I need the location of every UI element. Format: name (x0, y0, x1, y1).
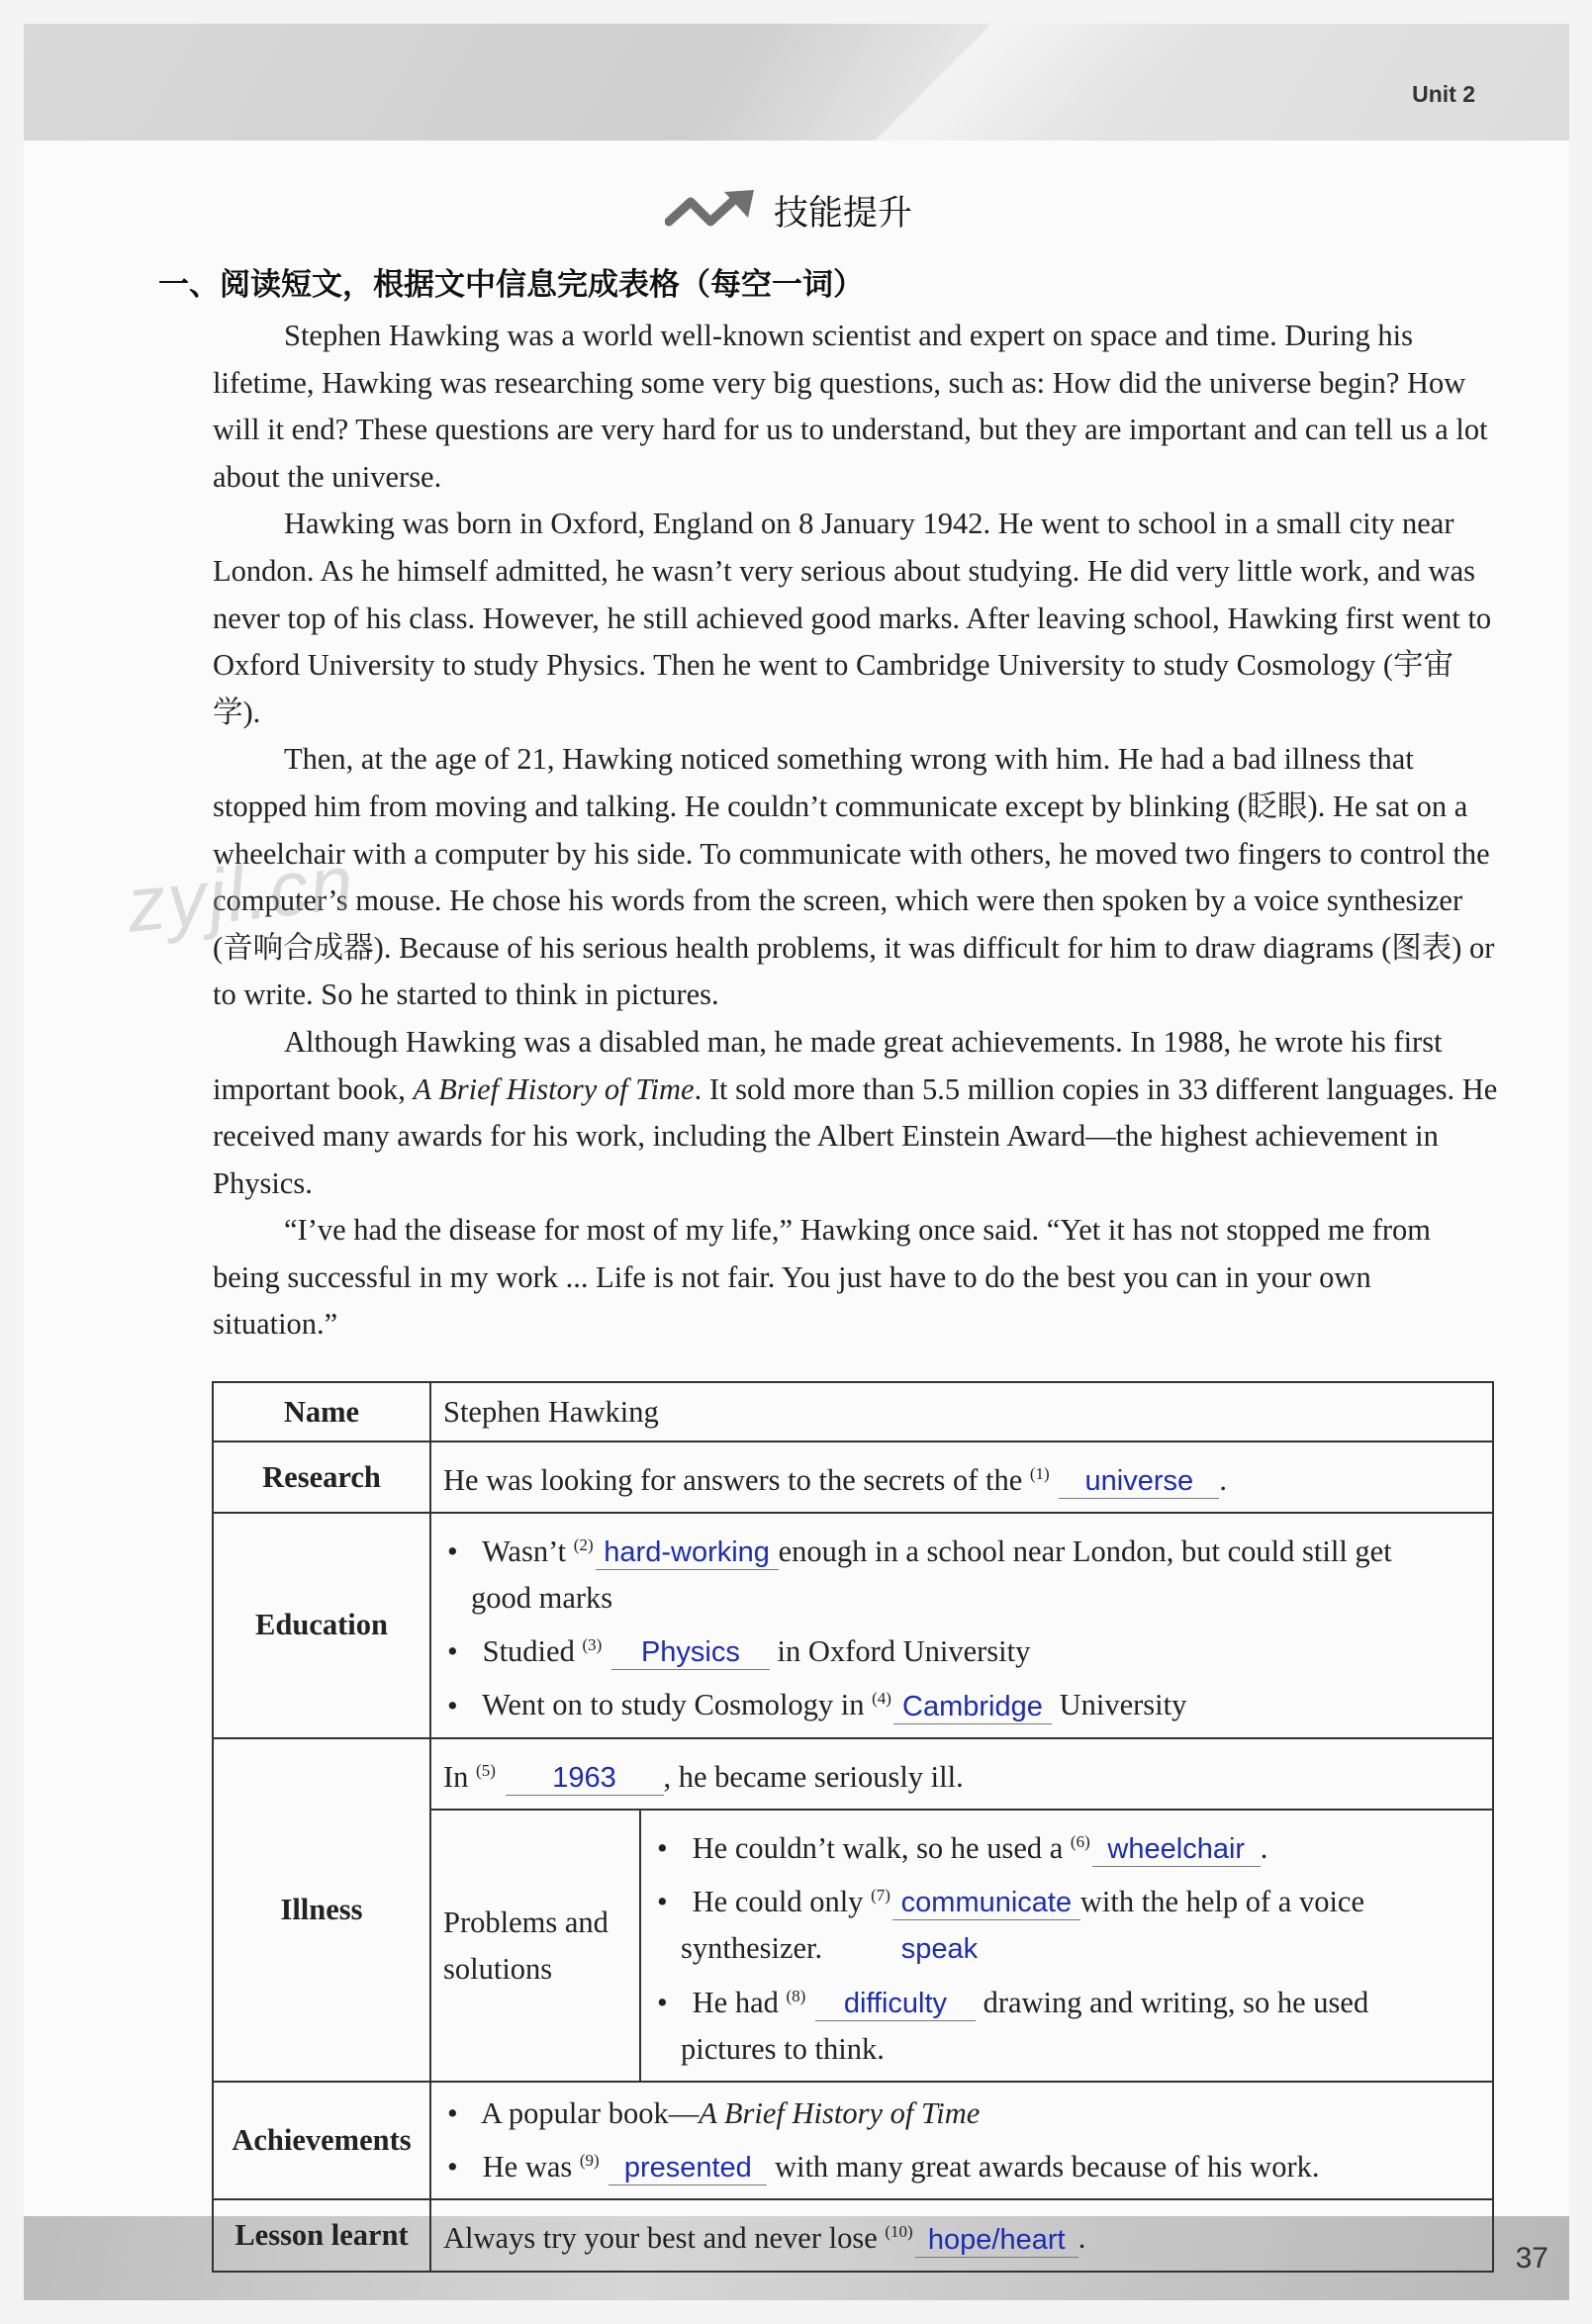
name-value: Stephen Hawking (430, 1382, 1493, 1441)
trend-arrow-icon (665, 188, 760, 233)
reading-passage (213, 313, 1499, 1348)
answer-blank-1[interactable]: universe (1059, 1464, 1219, 1499)
table-row-achievements (213, 2082, 1493, 2199)
list-item: • Went on to study Cosmology in $^{(4)}$ Cambridge University (443, 1675, 1480, 1728)
header-band (24, 24, 1569, 140)
answer-alt-7: speak (900, 1933, 979, 1966)
list-item: • He was $^{(9)}$ presented with many great awards because of his work. (443, 2137, 1480, 2190)
table-row-name (213, 1382, 1493, 1441)
table-row-research: Research He was looking for answers to the secrets of the $^{(1)}$ universe . (213, 1441, 1493, 1513)
row-label: Illness (213, 1738, 430, 2083)
list-item: • Studied $^{(3)}$ Physics in Oxford University (443, 1622, 1480, 1675)
answer-blank-6[interactable]: wheelchair (1092, 1832, 1261, 1867)
row-label: Name (213, 1382, 430, 1441)
list-item: • He couldn’t walk, so he used a $^{(6)}$ wheelchair . (653, 1818, 1480, 1872)
answer-blank-3[interactable]: Physics (611, 1635, 770, 1670)
passage-paragraph: “I’ve had the disease for most of my life,” Hawking once said. “Yet it has not stopped me from being successful in my work ... Life is not fair. You just have to do the best you can in your own situation.” (213, 1213, 1431, 1342)
watermark: zyjl.cn (122, 838, 359, 949)
problems-solutions-label: Problems and solutions (431, 1810, 640, 2081)
list-item: • Wasn’t $^{(2)}$ hard-working enough in a school near London, but could still get (443, 1522, 1480, 1575)
section-title (665, 184, 912, 237)
answer-blank-9[interactable]: presented (609, 2151, 767, 2185)
exercise-heading: 一、阅读短文，根据文中信息完成表格（每空一词） (158, 267, 864, 303)
book-title: A Brief History of Time (413, 1071, 695, 1106)
table-row-illness: Illness In $^{(5)}$ 1963 , he became seriously ill. Problems and solutions • He couldn’t walk, so he used a $^{(6)}$ wheelchair . • He could only $^{(7)}$ communicate with the help of a voice synthesizer. speak • He had $^{(8)}$ difficulty drawing and writing, so he used pictures to think. (213, 1738, 1493, 2083)
answer-blank-2[interactable]: hard-working (596, 1535, 779, 1570)
table-row-lesson: Lesson learnt Always try your best and never lose $^{(10)}$ hope/heart . (213, 2199, 1493, 2271)
unit-label: Unit 2 (1412, 81, 1475, 107)
answer-blank-7[interactable]: communicate (892, 1886, 1080, 1920)
passage-paragraph-book: Although Hawking was a disabled man, he made great achievements. In 1988, he wrote his first important book, A Brief History of Time. It sold more than 5.5 million copies in 33 different languages. He received many awards for his work, including the Albert Einstein Award—the highest achievement in Physics. (213, 1024, 1498, 1200)
page-number: 37 (1515, 2242, 1548, 2275)
row-label: Research (213, 1441, 430, 1513)
row-label: Achievements (213, 2082, 430, 2199)
row-label: Lesson learnt (213, 2199, 430, 2271)
answer-blank-10[interactable]: hope/heart (915, 2223, 1078, 2258)
section-title-text: 技能提升 (774, 194, 913, 233)
answer-blank-8[interactable]: difficulty (815, 1987, 976, 2021)
table-row-education: Education • Wasn’t $^{(2)}$ hard-working enough in a school near London, but could still get good marks • Studied $^{(3)}$ Physics in Oxford University • Went on to study Cosmology in $^{(4)}$ Cambridge University (213, 1513, 1493, 1737)
passage-paragraph: Then, at the age of 21, Hawking noticed something wrong with him. He had a bad illness that stopped him from moving and talking. He couldn’t communicate except by blinking (眨眼). He sat on a wheelchair with a computer by his side. To communicate with others, he moved two fingers to control the computer’s mouse. He chose his words from the screen, which were then spoken by a voice synthesizer (音响合成器). Because of his serious health problems, it was difficult for him to draw diagrams (图表) or to write. So he started to think in pictures. (213, 742, 1495, 1012)
passage-paragraph: Stephen Hawking was a world well-known scientist and expert on space and time. During his lifetime, Hawking was researching some very big questions, such as: How did the universe begin? How will it end? These questions are very hard for us to understand, but they are important and can tell us a lot about the universe. (213, 319, 1488, 494)
list-item: • A popular book—A Brief History of Time (443, 2091, 1480, 2137)
list-item: • He had $^{(8)}$ difficulty drawing and writing, so he used (653, 1973, 1480, 2026)
list-item: • He could only $^{(7)}$ communicate with the help of a voice (653, 1872, 1480, 1925)
info-table (212, 1381, 1494, 2273)
answer-blank-5[interactable]: 1963 (506, 1761, 664, 1796)
row-label: Education (213, 1513, 430, 1737)
answer-blank-4[interactable]: Cambridge (893, 1690, 1052, 1724)
passage-paragraph: Hawking was born in Oxford, England on 8 January 1942. He went to school in a small city near London. As he himself admitted, he wasn’t very serious about studying. He did very little work, and was never top of his class. However, he still achieved good marks. After leaving school, Hawking first went to Oxford University to study Physics. Then he went to Cambridge University to study Cosmology (宇宙学). (213, 507, 1492, 729)
